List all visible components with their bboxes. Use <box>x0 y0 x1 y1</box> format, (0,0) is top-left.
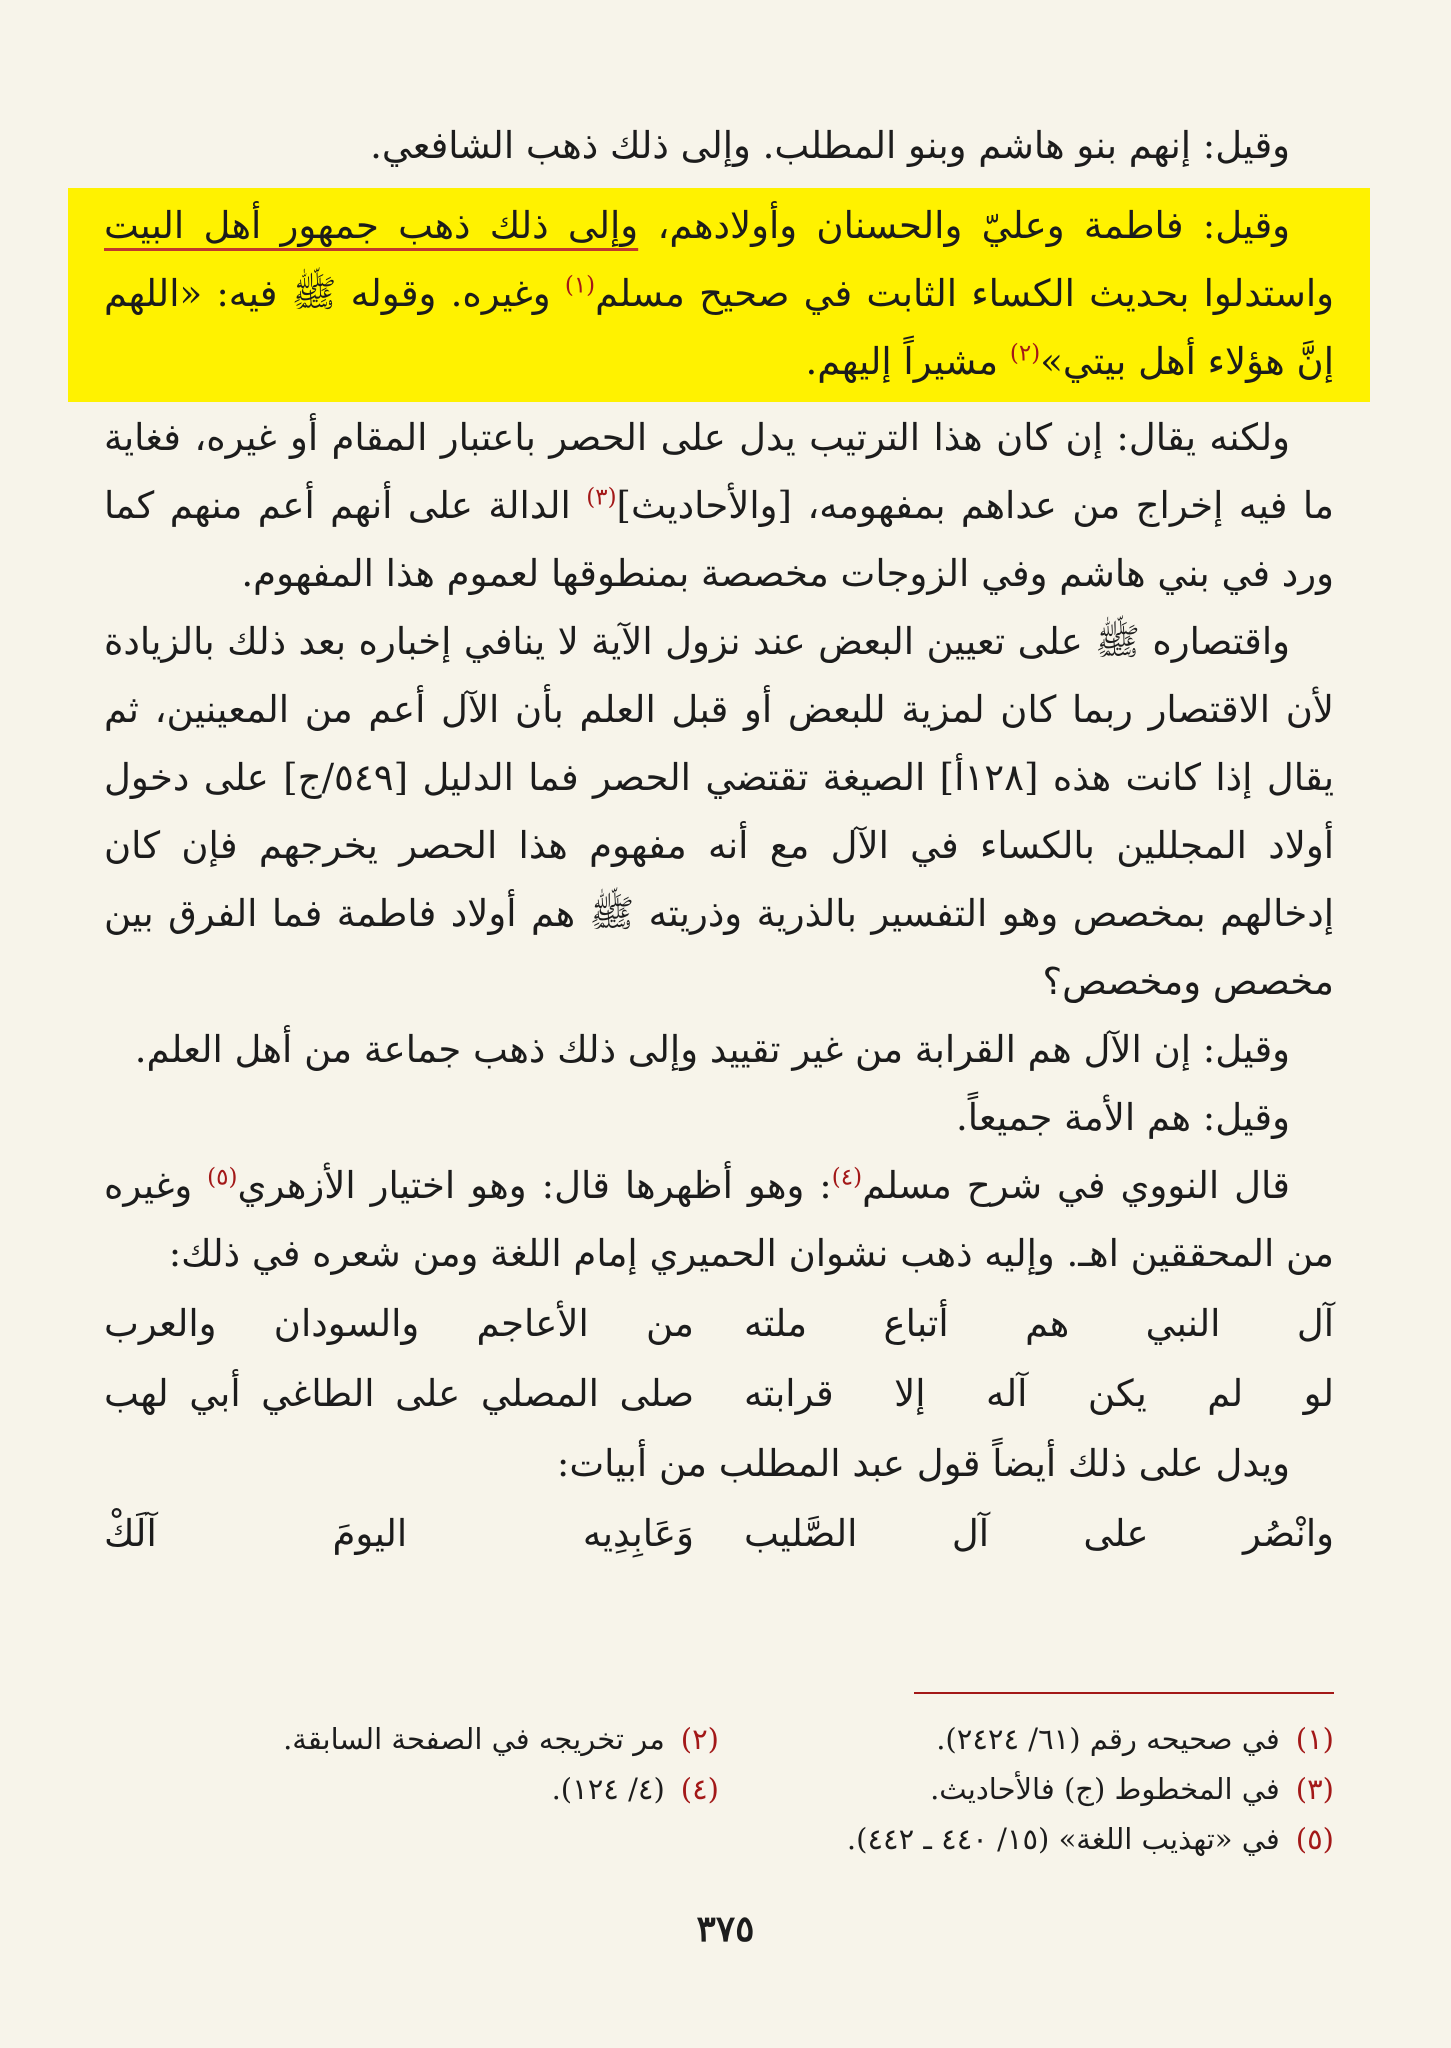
footnotes <box>104 1692 1334 1864</box>
footnote-text: (٤/ ١٢٤). <box>551 1772 665 1806</box>
footnote-number: (٥) <box>1295 1822 1334 1856</box>
footnote-text: في المخطوط (ج) فالأحاديث. <box>930 1772 1280 1806</box>
paragraph-abd-al-muttalib <box>104 1430 1334 1498</box>
footnote-marker-4[interactable]: (٤) <box>831 1164 863 1191</box>
verse-second-hemistich: وَعَابِدِيه اليومَ آلَكْ <box>104 1512 694 1555</box>
paragraph-text: وغيره. وقوله ﷺ فيه: «اللهم إنَّ هؤلاء أهل بيتي» <box>104 272 1334 383</box>
footnote <box>104 1764 719 1814</box>
poem-verse <box>104 1290 1334 1358</box>
paragraph-text: وقيل: إن الآل هم القرابة من غير تقييد وإلى ذلك ذهب جماعة من أهل العلم. <box>134 1028 1290 1071</box>
footnote-text: في صحيحه رقم (٦١/ ٢٤٢٤). <box>936 1722 1280 1756</box>
paragraph-text: مشيراً إليهم. <box>805 340 1010 383</box>
paragraph-text: وقيل: هم الأمة جميعاً. <box>956 1096 1290 1139</box>
footnote-divider <box>914 1692 1334 1694</box>
verse-second-hemistich: من الأعاجم والسودان والعرب <box>104 1302 694 1345</box>
verse-second-hemistich: صلى المصلي على الطاغي أبي لهب <box>104 1372 694 1415</box>
paragraph-text: وقيل: إنهم بنو هاشم وبنو المطلب. وإلى ذلك ذهب الشافعي. <box>370 124 1290 167</box>
footnote-marker-2[interactable]: (٢) <box>1009 340 1041 367</box>
paragraph-text: وغيره من المحققين اهـ. وإليه ذهب نشوان الحميري إمام اللغة ومن شعره في ذلك: <box>104 1164 1334 1275</box>
footnote-row <box>104 1764 1334 1814</box>
footnote-row <box>104 1714 1334 1764</box>
paragraph-banu-hashim <box>104 112 1334 180</box>
poem-verse <box>104 1500 1334 1568</box>
highlighted-passage <box>68 188 1370 402</box>
footnote-marker-1[interactable]: (١) <box>564 272 596 299</box>
paragraph-text: : وهو أظهرها قال: وهو اختيار الأزهري <box>237 1164 832 1207</box>
paragraph-nawawi <box>104 1152 1334 1288</box>
paragraph-text: ولكنه يقال: إن كان هذا الترتيب يدل على الحصر باعتبار المقام أو غيره، فغاية ما فيه إخراج من عداهم بمفهومه، [والأحاديث] <box>104 416 1334 527</box>
main-text <box>104 112 1334 1570</box>
paragraph-text: واقتصاره ﷺ على تعيين البعض عند نزول الآية لا ينافي إخباره بعد ذلك بالزيادة لأن الاقتصار ربما كان لمزية للبعض أو قبل العلم بأن الآل أعم من المعينين، ثم يقال إذا كانت هذه [١٢٨أ] الصيغة تقتضي الحصر فما الدليل [٥٤٩/ج] على دخول أولاد المجللين بالكساء في الآل مع أنه مفهوم هذا الحصر يخرجهم فإن كان إدخالهم بمخصص وهو التفسير بالذرية وذريته ﷺ هم أولاد فاطمة فما الفرق بين مخصص ومخصص؟ <box>104 620 1334 1003</box>
paragraph-ahl-al-bayt <box>104 192 1334 396</box>
paragraph-text: واستدلوا بحديث الكساء الثابت في صحيح مسلم <box>595 272 1335 315</box>
footnote-text: في «تهذيب اللغة» (١٥/ ٤٤٠ ـ ٤٤٢). <box>846 1822 1280 1856</box>
page-number: ٣٧٥ <box>696 1908 755 1950</box>
verse-first-hemistich: وانْصُر على آل الصَّليب <box>744 1512 1334 1555</box>
footnote-row <box>104 1814 1334 1864</box>
verse-first-hemistich: لو لم يكن آله إلا قرابته <box>744 1372 1334 1415</box>
paragraph-restriction <box>104 608 1334 1016</box>
footnote-number: (٢) <box>680 1722 719 1756</box>
paragraph-text: ويدل على ذلك أيضاً قول عبد المطلب من أبيات: <box>556 1442 1290 1485</box>
paragraph-text: الدالة على أنهم أعم منهم كما ورد في بني هاشم وفي الزوجات مخصصة بمنطوقها لعموم هذا المفهوم. <box>104 484 1334 595</box>
footnote-number: (١) <box>1295 1722 1334 1756</box>
verse-first-hemistich: آل النبي هم أتباع ملته <box>744 1302 1334 1345</box>
paragraph-text: قال النووي في شرح مسلم <box>862 1164 1290 1207</box>
poem-verse <box>104 1360 1334 1428</box>
footnote-marker-5[interactable]: (٥) <box>207 1164 238 1191</box>
paragraph-kinship <box>104 1016 1334 1084</box>
footnote <box>104 1714 719 1764</box>
footnote-text: مر تخريجه في الصفحة السابقة. <box>283 1722 665 1756</box>
footnote <box>694 1814 1334 1864</box>
underlined-phrase: وإلى ذلك ذهب جمهور أهل البيت <box>104 204 639 247</box>
paragraph-objection <box>104 404 1334 608</box>
paragraph-whole-ummah <box>104 1084 1334 1152</box>
footnote-number: (٣) <box>1295 1772 1334 1806</box>
footnote <box>719 1714 1334 1764</box>
footnote-marker-3[interactable]: (٣) <box>586 484 617 511</box>
paragraph-text: وقيل: فاطمة وعليّ والحسنان وأولادهم، <box>638 204 1290 247</box>
footnote-number: (٤) <box>680 1772 719 1806</box>
footnote <box>719 1764 1334 1814</box>
